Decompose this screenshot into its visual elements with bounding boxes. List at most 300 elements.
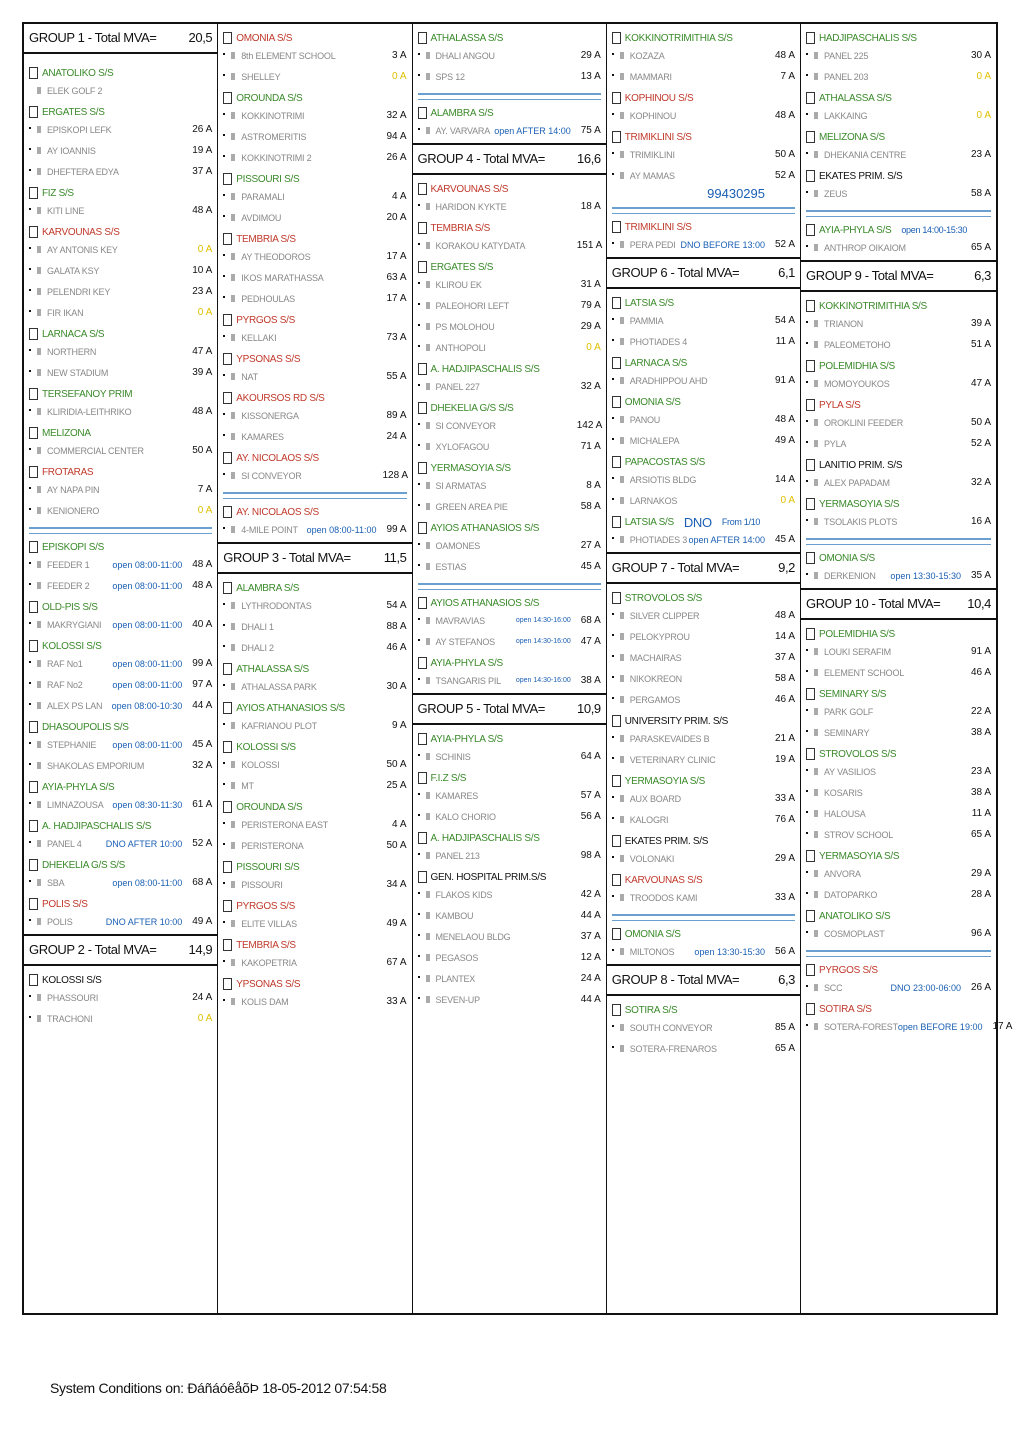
breaker-box-icon[interactable]	[418, 657, 427, 669]
feeder-row[interactable]	[612, 809, 795, 830]
feeder-row[interactable]	[806, 66, 991, 87]
substation-label[interactable]	[29, 327, 212, 341]
feeder-row[interactable]	[223, 327, 406, 348]
substation-label[interactable]	[29, 540, 212, 554]
breaker-box-icon[interactable]	[29, 721, 38, 733]
breaker-box-icon[interactable]	[612, 92, 621, 104]
substation-label[interactable]	[806, 849, 991, 863]
substation-label[interactable]	[806, 359, 991, 373]
breaker-box-icon[interactable]	[418, 363, 427, 375]
substation-label[interactable]	[418, 362, 601, 376]
breaker-box-icon[interactable]	[612, 456, 621, 468]
breaker-box-icon[interactable]	[29, 328, 38, 340]
substation-label[interactable]	[223, 581, 406, 595]
substation-label[interactable]	[29, 897, 212, 911]
substation-label[interactable]	[806, 223, 991, 237]
feeder-row[interactable]	[418, 556, 601, 577]
substation-label[interactable]	[223, 313, 406, 327]
substation-label[interactable]	[806, 497, 991, 511]
substation-label[interactable]	[612, 873, 795, 887]
substation-label[interactable]	[418, 106, 601, 120]
breaker-box-icon[interactable]	[29, 974, 38, 986]
substation-label[interactable]	[223, 31, 406, 45]
substation-label[interactable]	[612, 515, 795, 529]
breaker-box-icon[interactable]	[612, 131, 621, 143]
breaker-box-icon[interactable]	[223, 978, 232, 990]
feeder-row[interactable]	[418, 196, 601, 217]
feeder-row[interactable]	[612, 469, 795, 490]
feeder-row[interactable]	[418, 66, 601, 87]
feeder-row[interactable]	[418, 337, 601, 358]
feeder-row[interactable]	[29, 614, 212, 635]
substation-label[interactable]	[612, 91, 795, 105]
feeder-row[interactable]	[223, 126, 406, 147]
breaker-box-icon[interactable]	[223, 452, 232, 464]
feeder-row[interactable]	[223, 835, 406, 856]
feeder-row[interactable]	[29, 302, 212, 323]
substation-label[interactable]	[806, 398, 991, 412]
substation-label[interactable]	[418, 831, 601, 845]
substation-label[interactable]	[806, 551, 991, 565]
breaker-box-icon[interactable]	[223, 32, 232, 44]
breaker-box-icon[interactable]	[806, 399, 815, 411]
substation-label[interactable]	[418, 521, 601, 535]
substation-label[interactable]	[29, 186, 212, 200]
breaker-box-icon[interactable]	[612, 396, 621, 408]
breaker-box-icon[interactable]	[418, 402, 427, 414]
feeder-row[interactable]	[806, 183, 991, 204]
breaker-box-icon[interactable]	[223, 801, 232, 813]
breaker-box-icon[interactable]	[418, 32, 427, 44]
feeder-row[interactable]	[418, 926, 601, 947]
feeder-row[interactable]	[806, 313, 991, 334]
feeder-row[interactable]	[223, 246, 406, 267]
substation-label[interactable]	[612, 395, 795, 409]
breaker-box-icon[interactable]	[29, 859, 38, 871]
feeder-row[interactable]	[806, 105, 991, 126]
breaker-box-icon[interactable]	[612, 775, 621, 787]
feeder-row[interactable]	[612, 430, 795, 451]
feeder-row[interactable]	[418, 631, 601, 652]
feeder-row[interactable]	[806, 662, 991, 683]
substation-label[interactable]	[29, 973, 212, 987]
breaker-box-icon[interactable]	[223, 741, 232, 753]
feeder-row[interactable]	[29, 794, 212, 815]
feeder-row[interactable]	[418, 120, 601, 141]
breaker-box-icon[interactable]	[806, 92, 815, 104]
feeder-row[interactable]	[418, 436, 601, 457]
breaker-box-icon[interactable]	[223, 506, 232, 518]
breaker-box-icon[interactable]	[806, 910, 815, 922]
breaker-box-icon[interactable]	[29, 781, 38, 793]
feeder-row[interactable]	[29, 1008, 212, 1029]
feeder-row[interactable]	[223, 676, 406, 697]
substation-label[interactable]	[223, 391, 406, 405]
feeder-row[interactable]	[418, 785, 601, 806]
feeder-row[interactable]	[29, 734, 212, 755]
feeder-row[interactable]	[29, 695, 212, 716]
breaker-box-icon[interactable]	[29, 898, 38, 910]
feeder-row[interactable]	[612, 647, 795, 668]
substation-label[interactable]	[806, 687, 991, 701]
feeder-row[interactable]	[29, 833, 212, 854]
breaker-box-icon[interactable]	[806, 224, 815, 236]
breaker-box-icon[interactable]	[806, 131, 815, 143]
substation-label[interactable]	[806, 31, 991, 45]
breaker-box-icon[interactable]	[29, 640, 38, 652]
feeder-row[interactable]	[29, 653, 212, 674]
substation-label[interactable]	[418, 260, 601, 274]
substation-label[interactable]	[223, 800, 406, 814]
feeder-row[interactable]	[418, 670, 601, 691]
feeder-row[interactable]	[223, 874, 406, 895]
breaker-box-icon[interactable]	[806, 964, 815, 976]
feeder-row[interactable]	[223, 186, 406, 207]
breaker-box-icon[interactable]	[29, 226, 38, 238]
feeder-row[interactable]	[29, 755, 212, 776]
substation-label[interactable]	[29, 819, 212, 833]
feeder-row[interactable]	[806, 977, 991, 998]
feeder-row[interactable]	[29, 239, 212, 260]
feeder-row[interactable]	[29, 200, 212, 221]
breaker-box-icon[interactable]	[29, 820, 38, 832]
substation-label[interactable]	[29, 720, 212, 734]
feeder-row[interactable]	[418, 235, 601, 256]
feeder-row[interactable]	[418, 496, 601, 517]
breaker-box-icon[interactable]	[418, 183, 427, 195]
substation-label[interactable]	[418, 596, 601, 610]
substation-label[interactable]	[612, 356, 795, 370]
feeder-row[interactable]	[612, 1017, 795, 1038]
feeder-row[interactable]	[418, 845, 601, 866]
breaker-box-icon[interactable]	[223, 900, 232, 912]
substation-label[interactable]	[806, 909, 991, 923]
breaker-box-icon[interactable]	[223, 92, 232, 104]
feeder-row[interactable]	[223, 405, 406, 426]
breaker-box-icon[interactable]	[223, 582, 232, 594]
feeder-row[interactable]	[223, 715, 406, 736]
breaker-box-icon[interactable]	[612, 32, 621, 44]
substation-label[interactable]	[223, 172, 406, 186]
breaker-box-icon[interactable]	[806, 32, 815, 44]
substation-label[interactable]	[223, 232, 406, 246]
substation-label[interactable]	[223, 451, 406, 465]
feeder-row[interactable]	[806, 803, 991, 824]
substation-label[interactable]	[418, 182, 601, 196]
feeder-row[interactable]	[612, 749, 795, 770]
breaker-box-icon[interactable]	[223, 392, 232, 404]
substation-label[interactable]	[29, 465, 212, 479]
breaker-box-icon[interactable]	[418, 222, 427, 234]
breaker-box-icon[interactable]	[612, 516, 621, 528]
substation-label[interactable]	[223, 977, 406, 991]
feeder-row[interactable]	[223, 366, 406, 387]
substation-label[interactable]	[418, 31, 601, 45]
feeder-row[interactable]	[418, 376, 601, 397]
feeder-row[interactable]	[806, 373, 991, 394]
feeder-row[interactable]	[29, 440, 212, 461]
breaker-box-icon[interactable]	[223, 861, 232, 873]
substation-label[interactable]	[418, 221, 601, 235]
substation-label[interactable]	[29, 66, 212, 80]
feeder-row[interactable]	[223, 814, 406, 835]
feeder-row[interactable]	[612, 105, 795, 126]
feeder-row[interactable]	[806, 412, 991, 433]
feeder-row[interactable]	[223, 754, 406, 775]
feeder-row[interactable]	[612, 490, 795, 511]
feeder-row[interactable]	[223, 288, 406, 309]
substation-label[interactable]	[612, 714, 795, 728]
feeder-row[interactable]	[29, 575, 212, 596]
feeder-row[interactable]	[806, 701, 991, 722]
breaker-box-icon[interactable]	[806, 360, 815, 372]
feeder-row[interactable]	[223, 105, 406, 126]
feeder-row[interactable]	[29, 872, 212, 893]
substation-label[interactable]	[806, 1002, 991, 1016]
feeder-row[interactable]	[29, 911, 212, 932]
feeder-row[interactable]	[612, 626, 795, 647]
substation-label[interactable]	[223, 662, 406, 676]
substation-label[interactable]	[418, 732, 601, 746]
feeder-row[interactable]	[806, 761, 991, 782]
breaker-box-icon[interactable]	[29, 466, 38, 478]
breaker-box-icon[interactable]	[223, 233, 232, 245]
feeder-row[interactable]	[806, 923, 991, 944]
feeder-row[interactable]	[223, 207, 406, 228]
breaker-box-icon[interactable]	[418, 462, 427, 474]
substation-label[interactable]	[612, 296, 795, 310]
substation-label[interactable]	[29, 225, 212, 239]
breaker-box-icon[interactable]	[806, 300, 815, 312]
feeder-row[interactable]	[29, 554, 212, 575]
feeder-row[interactable]	[806, 1016, 1013, 1037]
substation-label[interactable]	[29, 639, 212, 653]
substation-label[interactable]	[612, 774, 795, 788]
substation-label[interactable]	[612, 1003, 795, 1017]
feeder-row[interactable]	[612, 689, 795, 710]
feeder-row[interactable]	[29, 674, 212, 695]
feeder-row[interactable]	[223, 637, 406, 658]
substation-label[interactable]	[418, 656, 601, 670]
feeder-row[interactable]	[806, 144, 991, 165]
substation-label[interactable]	[418, 461, 601, 475]
feeder-row[interactable]	[612, 165, 795, 186]
breaker-box-icon[interactable]	[29, 541, 38, 553]
breaker-box-icon[interactable]	[612, 928, 621, 940]
substation-label[interactable]	[223, 352, 406, 366]
substation-label[interactable]	[223, 91, 406, 105]
feeder-row[interactable]	[29, 161, 212, 182]
substation-label[interactable]	[612, 220, 795, 234]
feeder-row[interactable]	[612, 331, 795, 352]
breaker-box-icon[interactable]	[223, 939, 232, 951]
breaker-box-icon[interactable]	[806, 628, 815, 640]
substation-label[interactable]	[223, 740, 406, 754]
feeder-row[interactable]	[806, 824, 991, 845]
feeder-row[interactable]	[612, 605, 795, 626]
feeder-row[interactable]	[223, 426, 406, 447]
breaker-box-icon[interactable]	[29, 187, 38, 199]
substation-label[interactable]	[806, 627, 991, 641]
feeder-row[interactable]	[806, 722, 991, 743]
breaker-box-icon[interactable]	[806, 459, 815, 471]
feeder-row[interactable]	[418, 989, 601, 1010]
feeder-row[interactable]	[223, 465, 409, 486]
feeder-row[interactable]	[806, 334, 991, 355]
feeder-row[interactable]	[806, 237, 991, 258]
feeder-row[interactable]	[806, 782, 991, 803]
feeder-row[interactable]	[223, 267, 406, 288]
substation-label[interactable]	[806, 963, 991, 977]
feeder-row[interactable]	[223, 991, 406, 1012]
breaker-box-icon[interactable]	[418, 733, 427, 745]
breaker-box-icon[interactable]	[612, 297, 621, 309]
feeder-row[interactable]	[418, 535, 601, 556]
feeder-row[interactable]	[612, 310, 795, 331]
breaker-box-icon[interactable]	[418, 522, 427, 534]
substation-label[interactable]	[612, 591, 795, 605]
feeder-row[interactable]	[612, 728, 795, 749]
breaker-box-icon[interactable]	[612, 1004, 621, 1016]
breaker-box-icon[interactable]	[612, 874, 621, 886]
breaker-box-icon[interactable]	[418, 597, 427, 609]
feeder-row[interactable]	[418, 475, 601, 496]
feeder-row[interactable]	[612, 45, 795, 66]
substation-label[interactable]	[418, 771, 601, 785]
feeder-row[interactable]	[418, 968, 601, 989]
breaker-box-icon[interactable]	[612, 357, 621, 369]
feeder-row[interactable]	[223, 595, 406, 616]
feeder-row[interactable]	[612, 848, 795, 869]
feeder-row[interactable]	[806, 472, 991, 493]
substation-label[interactable]	[29, 426, 212, 440]
breaker-box-icon[interactable]	[223, 353, 232, 365]
feeder-row[interactable]	[223, 519, 406, 540]
feeder-row[interactable]	[418, 274, 601, 295]
feeder-row[interactable]	[806, 863, 991, 884]
substation-label[interactable]	[223, 505, 406, 519]
substation-label[interactable]	[806, 169, 991, 183]
feeder-row[interactable]	[418, 415, 601, 436]
feeder-row[interactable]	[29, 341, 212, 362]
feeder-row[interactable]	[223, 952, 406, 973]
breaker-box-icon[interactable]	[418, 832, 427, 844]
feeder-row[interactable]	[612, 668, 795, 689]
substation-label[interactable]	[612, 31, 795, 45]
feeder-row[interactable]	[418, 947, 601, 968]
feeder-row[interactable]	[223, 66, 406, 87]
breaker-box-icon[interactable]	[418, 107, 427, 119]
substation-label[interactable]	[29, 780, 212, 794]
feeder-row[interactable]	[29, 260, 212, 281]
breaker-box-icon[interactable]	[29, 106, 38, 118]
feeder-row[interactable]	[223, 147, 406, 168]
feeder-row[interactable]	[806, 641, 991, 662]
breaker-box-icon[interactable]	[806, 498, 815, 510]
feeder-row[interactable]	[612, 887, 795, 908]
substation-label[interactable]	[29, 387, 212, 401]
substation-label[interactable]	[806, 299, 991, 313]
breaker-box-icon[interactable]	[29, 601, 38, 613]
feeder-row[interactable]	[418, 295, 601, 316]
feeder-row[interactable]	[806, 511, 991, 532]
substation-label[interactable]	[612, 927, 795, 941]
substation-label[interactable]	[29, 105, 212, 119]
breaker-box-icon[interactable]	[29, 388, 38, 400]
feeder-row[interactable]	[612, 1038, 795, 1059]
feeder-row[interactable]	[418, 806, 601, 827]
feeder-row[interactable]	[612, 144, 795, 165]
feeder-row[interactable]	[418, 610, 601, 631]
breaker-box-icon[interactable]	[418, 871, 427, 883]
feeder-row[interactable]	[29, 80, 212, 101]
breaker-box-icon[interactable]	[806, 170, 815, 182]
feeder-row[interactable]	[29, 401, 212, 422]
breaker-box-icon[interactable]	[806, 748, 815, 760]
feeder-row[interactable]	[418, 746, 601, 767]
substation-label[interactable]	[612, 834, 795, 848]
feeder-row[interactable]	[418, 316, 601, 337]
substation-label[interactable]	[806, 458, 991, 472]
breaker-box-icon[interactable]	[806, 850, 815, 862]
breaker-box-icon[interactable]	[612, 715, 621, 727]
feeder-row[interactable]	[806, 884, 991, 905]
feeder-row[interactable]	[612, 409, 795, 430]
breaker-box-icon[interactable]	[806, 552, 815, 564]
substation-label[interactable]	[806, 130, 991, 144]
feeder-row[interactable]	[223, 45, 406, 66]
feeder-row[interactable]	[29, 140, 212, 161]
breaker-box-icon[interactable]	[223, 173, 232, 185]
feeder-row[interactable]	[612, 941, 795, 962]
feeder-row[interactable]	[806, 45, 991, 66]
breaker-box-icon[interactable]	[612, 221, 621, 233]
breaker-box-icon[interactable]	[223, 702, 232, 714]
substation-label[interactable]	[418, 870, 601, 884]
breaker-box-icon[interactable]	[806, 1003, 815, 1015]
substation-label[interactable]	[223, 701, 406, 715]
breaker-box-icon[interactable]	[418, 261, 427, 273]
feeder-row[interactable]	[612, 788, 795, 809]
feeder-row[interactable]	[806, 433, 991, 454]
breaker-box-icon[interactable]	[29, 67, 38, 79]
feeder-row[interactable]	[223, 616, 406, 637]
feeder-row[interactable]	[612, 529, 795, 550]
feeder-row[interactable]	[612, 234, 795, 255]
breaker-box-icon[interactable]	[806, 688, 815, 700]
feeder-row[interactable]	[29, 119, 212, 140]
feeder-row[interactable]	[29, 500, 212, 521]
substation-label[interactable]	[223, 938, 406, 952]
feeder-row[interactable]	[612, 370, 795, 391]
substation-label[interactable]	[806, 91, 991, 105]
feeder-row[interactable]	[29, 281, 212, 302]
breaker-box-icon[interactable]	[612, 835, 621, 847]
substation-label[interactable]	[612, 455, 795, 469]
feeder-row[interactable]	[223, 913, 406, 934]
feeder-row[interactable]	[806, 565, 991, 586]
feeder-row[interactable]	[29, 362, 212, 383]
feeder-row[interactable]	[418, 905, 601, 926]
breaker-box-icon[interactable]	[223, 314, 232, 326]
breaker-box-icon[interactable]	[418, 772, 427, 784]
substation-label[interactable]	[418, 401, 601, 415]
substation-label[interactable]	[29, 858, 212, 872]
breaker-box-icon[interactable]	[223, 663, 232, 675]
feeder-row[interactable]	[418, 45, 601, 66]
feeder-row[interactable]	[418, 884, 601, 905]
feeder-row[interactable]	[29, 987, 212, 1008]
